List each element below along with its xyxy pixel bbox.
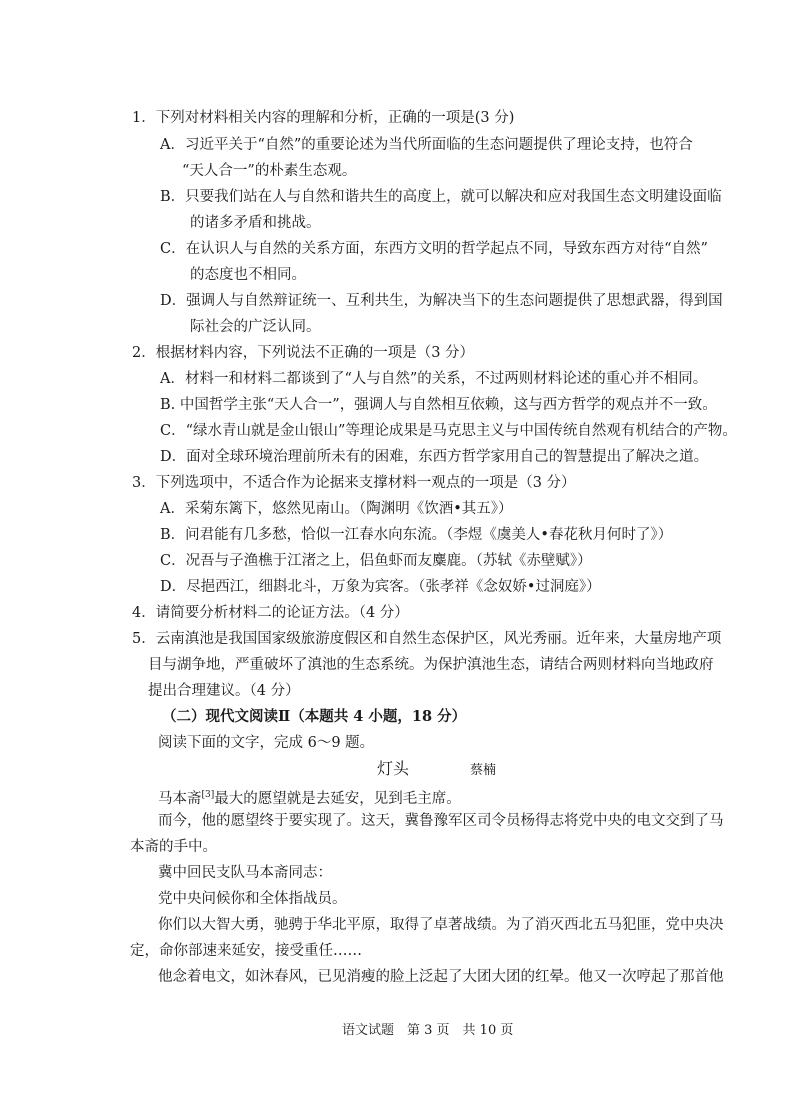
q3-stem: 3．下列选项中，不适合作为论据来支撑材料一观点的一项是（3 分） — [132, 475, 576, 491]
story-paragraph-1 — [158, 785, 461, 809]
q1-option-d-line2: 际社会的广泛认同。 — [190, 319, 321, 335]
story-paragraph-2-line2: 本斋的手中。 — [130, 839, 217, 855]
section-instruction: 阅读下面的文字，完成 6～9 题。 — [158, 735, 375, 751]
story-paragraph-5-line1: 你们以大智大勇，驰骋于华北平原，取得了卓著战绩。为了消灭西北五马犯匪，党中央决 — [158, 917, 724, 933]
story-paragraph-4: 党中央问候你和全体指战员。 — [158, 891, 347, 907]
q3-option-c: C．况吾与子渔樵于江渚之上，侣鱼虾而友麋鹿。（苏轼《赤壁赋》） — [160, 553, 592, 569]
q3-option-d: D．尽挹西江，细斟北斗，万象为宾客。（张孝祥《念奴娇•过洞庭》） — [160, 579, 601, 595]
q1-option-b-line1: B．只要我们站在人与自然和谐共生的高度上，就可以解决和应对我国生态文明建设面临 — [160, 189, 722, 205]
q1-option-c-line2: 的态度也不相同。 — [190, 267, 306, 283]
q1-option-b-line2: 的诸多矛盾和挑战。 — [190, 215, 321, 231]
q2-stem: 2．根据材料内容，下列说法不正确的一项是（3 分） — [132, 345, 475, 361]
q5-line2: 目与湖争地，严重破坏了滇池的生态系统。为保护滇池生态，请结合两则材料向当地政府 — [148, 657, 714, 673]
story-paragraph-2-line1: 而今，他的愿望终于要实现了。这天，冀鲁豫军区司令员杨得志将党中央的电文交到了马 — [158, 813, 724, 829]
story-p1-pre: 马本斋 — [158, 790, 202, 807]
q5-line1: 5．云南滇池是我国国家级旅游度假区和自然生态保护区，风光秀丽。近年来，大量房地产项 — [132, 631, 722, 647]
q3-option-a: A．采菊东篱下，悠然见南山。（陶渊明《饮酒•其五》） — [160, 501, 513, 517]
q3-option-b: B．问君能有几多愁，恰似一江春水向东流。（李煜《虞美人•春花秋月何时了》） — [160, 527, 673, 543]
section-header: （二）现代文阅读Ⅱ（本题共 4 小题，18 分） — [162, 708, 467, 725]
q1-option-c-line1: C．在认识人与自然的关系方面，东西方文明的哲学起点不同，导致东西方对待“自然” — [160, 241, 708, 257]
page-footer: 语文试题 第 3 页 共 10 页 — [342, 1023, 514, 1038]
story-paragraph-5-line2: 定，命你部速来延安，接受重任…… — [130, 943, 362, 959]
story-paragraph-3: 冀中回民支队马本斋同志： — [158, 865, 332, 881]
q1-stem: 1．下列对材料相关内容的理解和分析，正确的一项是(3 分) — [132, 110, 515, 126]
q2-option-b: B. 中国哲学主张“天人合一”，强调人与自然相互依赖，这与西方哲学的观点并不一致。 — [160, 397, 717, 413]
q2-option-c: C．“绿水青山就是金山银山”等理论成果是马克思主义与中国传统自然观有机结合的产物。 — [160, 423, 737, 439]
q1-option-a-line1: A．习近平关于“自然”的重要论述为当代所面临的生态问题提供了理论支持，也符合 — [160, 137, 693, 153]
q1-option-a-line2: “天人合一”的朴素生态观。 — [182, 163, 357, 179]
footnote-marker: [3] — [201, 790, 215, 800]
story-paragraph-6: 他念着电文，如沐春风，已见消瘦的脸上泛起了大团大团的红晕。他又一次哼起了那首他 — [158, 969, 724, 985]
story-author: 蔡楠 — [470, 763, 497, 778]
story-title: 灯头 — [377, 759, 410, 778]
q2-option-a: A．材料一和材料二都谈到了“人与自然”的关系，不过两则材料论述的重心并不相同。 — [160, 371, 708, 387]
q1-option-d-line1: D．强调人与自然辩证统一、互利共生，为解决当下的生态问题提供了思想武器，得到国 — [160, 293, 723, 309]
q5-line3: 提出合理建议。（4 分） — [148, 683, 300, 699]
q2-option-d: D．面对全球环境治理前所未有的困难，东西方哲学家用自己的智慧提出了解决之道。 — [160, 449, 709, 465]
story-p1-post: 最大的愿望就是去延安，见到毛主席。 — [214, 790, 461, 807]
q4-stem: 4．请简要分析材料二的论证方法。（4 分） — [132, 605, 409, 621]
